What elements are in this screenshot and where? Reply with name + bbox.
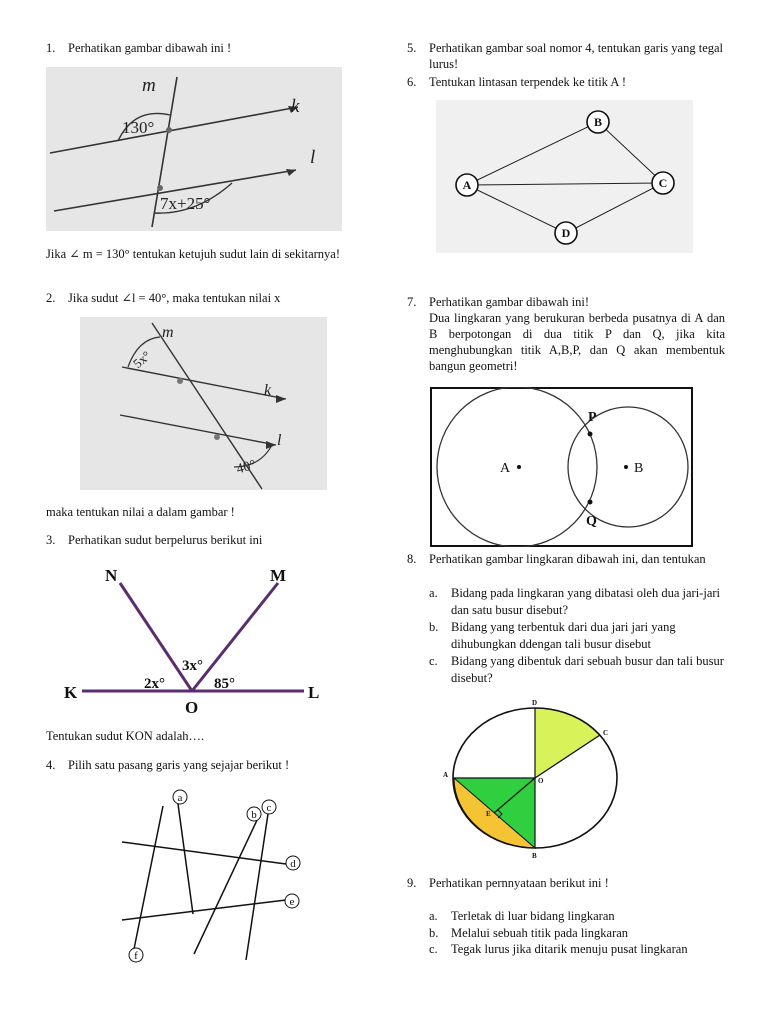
question-2 <box>46 290 366 306</box>
label-N: N <box>105 566 118 585</box>
question-text: Perhatikan gambar lingkaran dibawah ini, dan tentukan <box>429 552 706 566</box>
question-intro: Perhatikan gambar dibawah ini! <box>429 295 590 309</box>
angle-label-85: 85° <box>214 676 235 692</box>
question-text: Jika sudut ∠l = 40°, maka tentukan nilai x <box>68 291 281 305</box>
question-2-prompt: maka tentukan nilai a dalam gambar ! <box>46 505 235 519</box>
figure-circle-sectors <box>438 698 623 863</box>
angle-label-5x: 5x° <box>130 347 154 372</box>
label-A: A <box>443 771 449 779</box>
label-f: f <box>134 950 138 962</box>
label-k: k <box>264 382 272 399</box>
question-number: 7. <box>407 295 417 309</box>
question-number: 2. <box>46 291 56 305</box>
question-text: Perhatikan sudut berpelurus berikut ini <box>68 533 263 547</box>
label-O: O <box>185 698 199 717</box>
angle-label-40: 40° <box>234 457 258 478</box>
label-c: c <box>266 802 272 814</box>
label-e: e <box>289 896 295 908</box>
label-A: A <box>500 461 511 476</box>
question-text: Dua lingkaran yang berukuran berbeda pusatnya di A dan B berpotongan di dua titik P dan Q, jika kita menghubungkan titik A,B,P, dan Q akan membentuk bangun geometri! <box>429 311 725 373</box>
node-D: D <box>561 226 571 240</box>
label-L: L <box>308 683 320 702</box>
node-A: A <box>462 178 472 192</box>
label-M: M <box>270 566 287 585</box>
question-number: 8. <box>407 552 417 566</box>
angle-label-2x: 2x° <box>144 676 165 692</box>
label-d: d <box>290 858 296 870</box>
question-number: 9. <box>407 876 417 890</box>
question-number: 6. <box>407 75 417 89</box>
question-text: Perhatikan pernnyataan berikut ini ! <box>429 876 609 890</box>
option-c: c. Bidang yang dibentuk dari sebuah busur dan tali busur disebut? <box>429 654 724 685</box>
question-4 <box>46 757 376 773</box>
option-b: b. Bidang yang terbentuk dari dua jari jari yang dihubungkan ddengan tali busur disebut <box>429 620 676 651</box>
question-9-options <box>429 908 709 958</box>
question-number: 3. <box>46 533 56 547</box>
label-k: k <box>291 96 300 117</box>
label-K: K <box>64 683 78 702</box>
label-O: O <box>538 777 544 785</box>
figure-line-pairs <box>46 784 366 974</box>
label-B: B <box>634 461 644 476</box>
question-3 <box>46 532 366 548</box>
option-a: a. Bidang pada lingkaran yang dibatasi oleh dua jari-jari dan satu busur disebut? <box>429 586 721 617</box>
label-m: m <box>162 324 174 341</box>
label-b: b <box>251 809 257 821</box>
question-text: Tentukan lintasan terpendek ke titik A ! <box>429 75 626 89</box>
question-8-options <box>429 585 725 686</box>
question-1 <box>46 40 366 56</box>
figure-supplementary-angles <box>58 560 338 720</box>
question-text: Perhatikan gambar dibawah ini ! <box>68 41 232 55</box>
label-m: m <box>142 75 156 96</box>
option-b: b. Melalui sebuah titik pada lingkaran <box>429 925 629 940</box>
question-8 <box>407 551 725 567</box>
figure-graph-shortest-path <box>436 100 693 253</box>
node-B: B <box>593 115 603 129</box>
label-a: a <box>177 792 183 804</box>
label-Q: Q <box>586 514 597 529</box>
question-6 <box>407 74 725 90</box>
option-c: c. Tegak lurus jika ditarik menuju pusat lingkaran <box>429 942 688 956</box>
label-P: P <box>588 410 597 425</box>
label-D: D <box>532 699 538 707</box>
question-7 <box>407 294 725 374</box>
label-C: C <box>603 729 609 737</box>
question-1-prompt: Jika ∠ m = 130° tentukan ketujuh sudut lain di sekitarnya! <box>46 247 341 261</box>
label-E: E <box>486 810 491 818</box>
figure-parallel-lines-2 <box>80 317 327 490</box>
label-l: l <box>277 432 282 449</box>
angle-label-3x: 3x° <box>182 658 203 674</box>
figure-parallel-lines-1 <box>46 67 342 231</box>
question-9 <box>407 875 725 891</box>
question-number: 1. <box>46 41 56 55</box>
figure-two-circles <box>430 387 693 547</box>
option-a: a. Terletak di luar bidang lingkaran <box>429 909 615 923</box>
question-text: Pilih satu pasang garis yang sejajar berikut ! <box>68 758 290 772</box>
angle-label-7x25: 7x+25° <box>160 194 211 213</box>
label-B: B <box>532 852 537 860</box>
question-number: 5. <box>407 41 417 55</box>
question-3-prompt: Tentukan sudut KON adalah…. <box>46 729 205 743</box>
label-l: l <box>310 147 316 168</box>
angle-label-130: 130° <box>122 118 155 137</box>
question-number: 4. <box>46 758 56 772</box>
question-5 <box>407 40 725 72</box>
node-C: C <box>658 176 668 190</box>
question-text: Perhatikan gambar soal nomor 4, tentukan garis yang tegal lurus! <box>429 41 724 71</box>
